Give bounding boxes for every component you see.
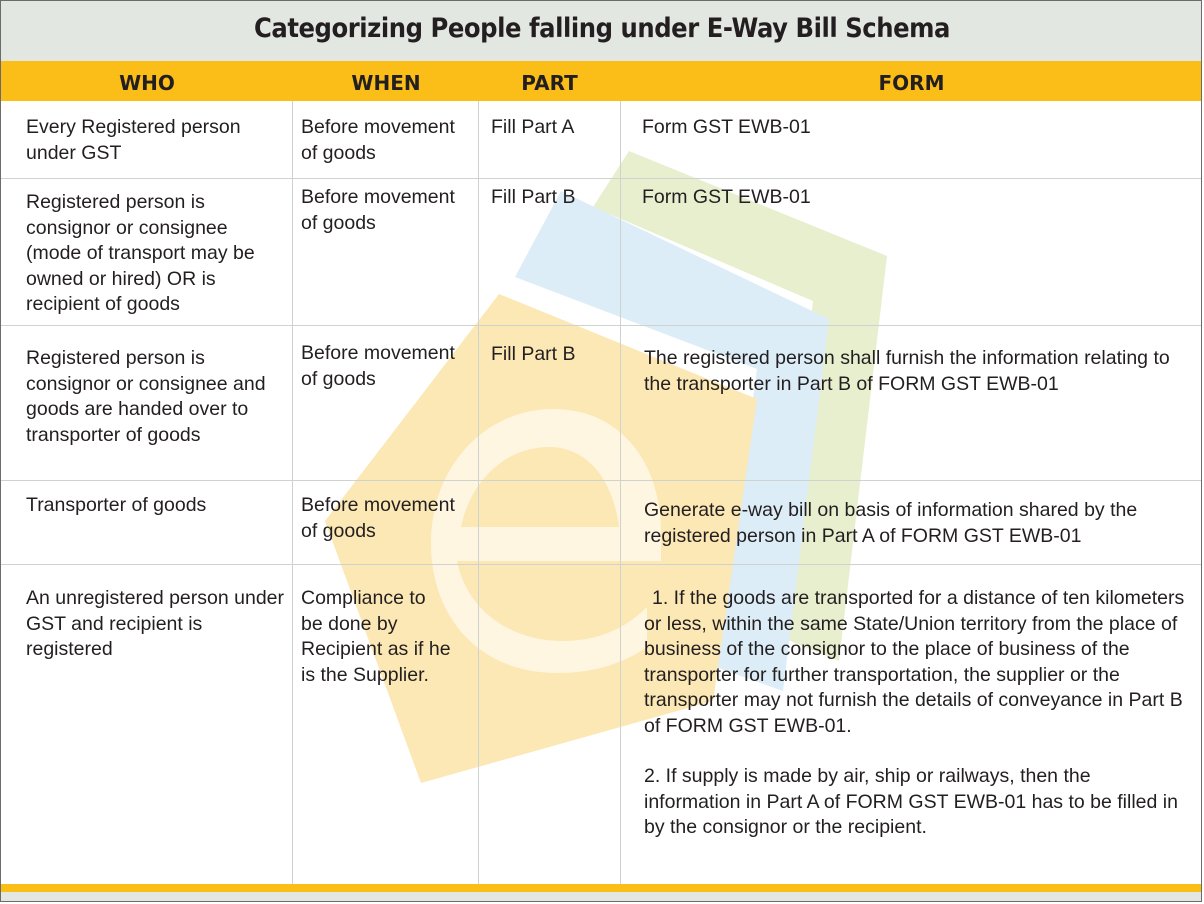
row-5-form-point-2: 2. If supply is made by air, ship or railways, then the information in Part A of FORM GST EWB-01 has to be filled in by the consignor or the recipient. xyxy=(644,765,1178,838)
page-title: Categorizing People falling under E-Way Bill Schema xyxy=(254,13,950,44)
column-header-when: WHEN xyxy=(351,71,421,95)
row-2-when: Before movement of goods xyxy=(301,186,455,234)
row-divider xyxy=(1,178,1202,179)
row-4-form xyxy=(644,498,1189,549)
row-4-who: Transporter of goods xyxy=(26,494,207,516)
row-3-part: Fill Part B xyxy=(491,343,576,365)
row-1-part: Fill Part A xyxy=(491,116,575,138)
row-5-form xyxy=(644,586,1192,841)
row-5-when: Compliance to be done by Recipient as if he is the Supplier. xyxy=(301,587,451,686)
column-divider xyxy=(292,101,293,884)
row-2-part: Fill Part B xyxy=(491,186,576,208)
row-divider xyxy=(1,564,1202,565)
row-3-form-text: The registered person shall furnish the information relating to the transporter in Part B of FORM GST EWB-01 xyxy=(644,347,1170,395)
column-header-form: FORM xyxy=(878,71,945,95)
row-2-form-text: Form GST EWB-01 xyxy=(642,186,811,208)
bottom-strip xyxy=(1,892,1202,902)
row-1-who: Every Registered person under GST xyxy=(26,116,241,164)
row-divider xyxy=(1,325,1202,326)
row-1-when: Before movement of goods xyxy=(301,116,455,164)
column-header-who: WHO xyxy=(119,71,175,95)
row-5-who: An unregistered person under GST and recipient is registered xyxy=(26,587,285,660)
row-5-form-point-1: 1. If the goods are transported for a distance of ten kilometers or less, within the same State/Union territory from the place of business of the consignor to the place of business of the transporter for further transportation, the supplier or the transporter may not furnish the details of conveyance in Part B of FORM GST EWB-01. xyxy=(644,587,1185,737)
row-3-when: Before movement of goods xyxy=(301,342,455,390)
row-1-form-text: Form GST EWB-01 xyxy=(642,116,811,138)
row-1-form xyxy=(642,115,1187,141)
row-4-form-text: Generate e-way bill on basis of information shared by the registered person in Part A of FORM GST EWB-01 xyxy=(644,499,1138,547)
column-divider xyxy=(620,101,621,884)
row-divider xyxy=(1,480,1202,481)
row-4-when: Before movement of goods xyxy=(301,494,455,542)
bottom-accent-bar xyxy=(1,884,1202,892)
row-2-form xyxy=(642,185,1187,211)
column-header-part: PART xyxy=(521,71,578,95)
row-3-form xyxy=(644,346,1189,397)
column-divider xyxy=(478,101,479,884)
row-2-who: Registered person is consignor or consignee (mode of transport may be owned or hired) OR is recipient of goods xyxy=(26,191,255,315)
row-3-who: Registered person is consignor or consignee and goods are handed over to transporter of goods xyxy=(26,347,266,446)
